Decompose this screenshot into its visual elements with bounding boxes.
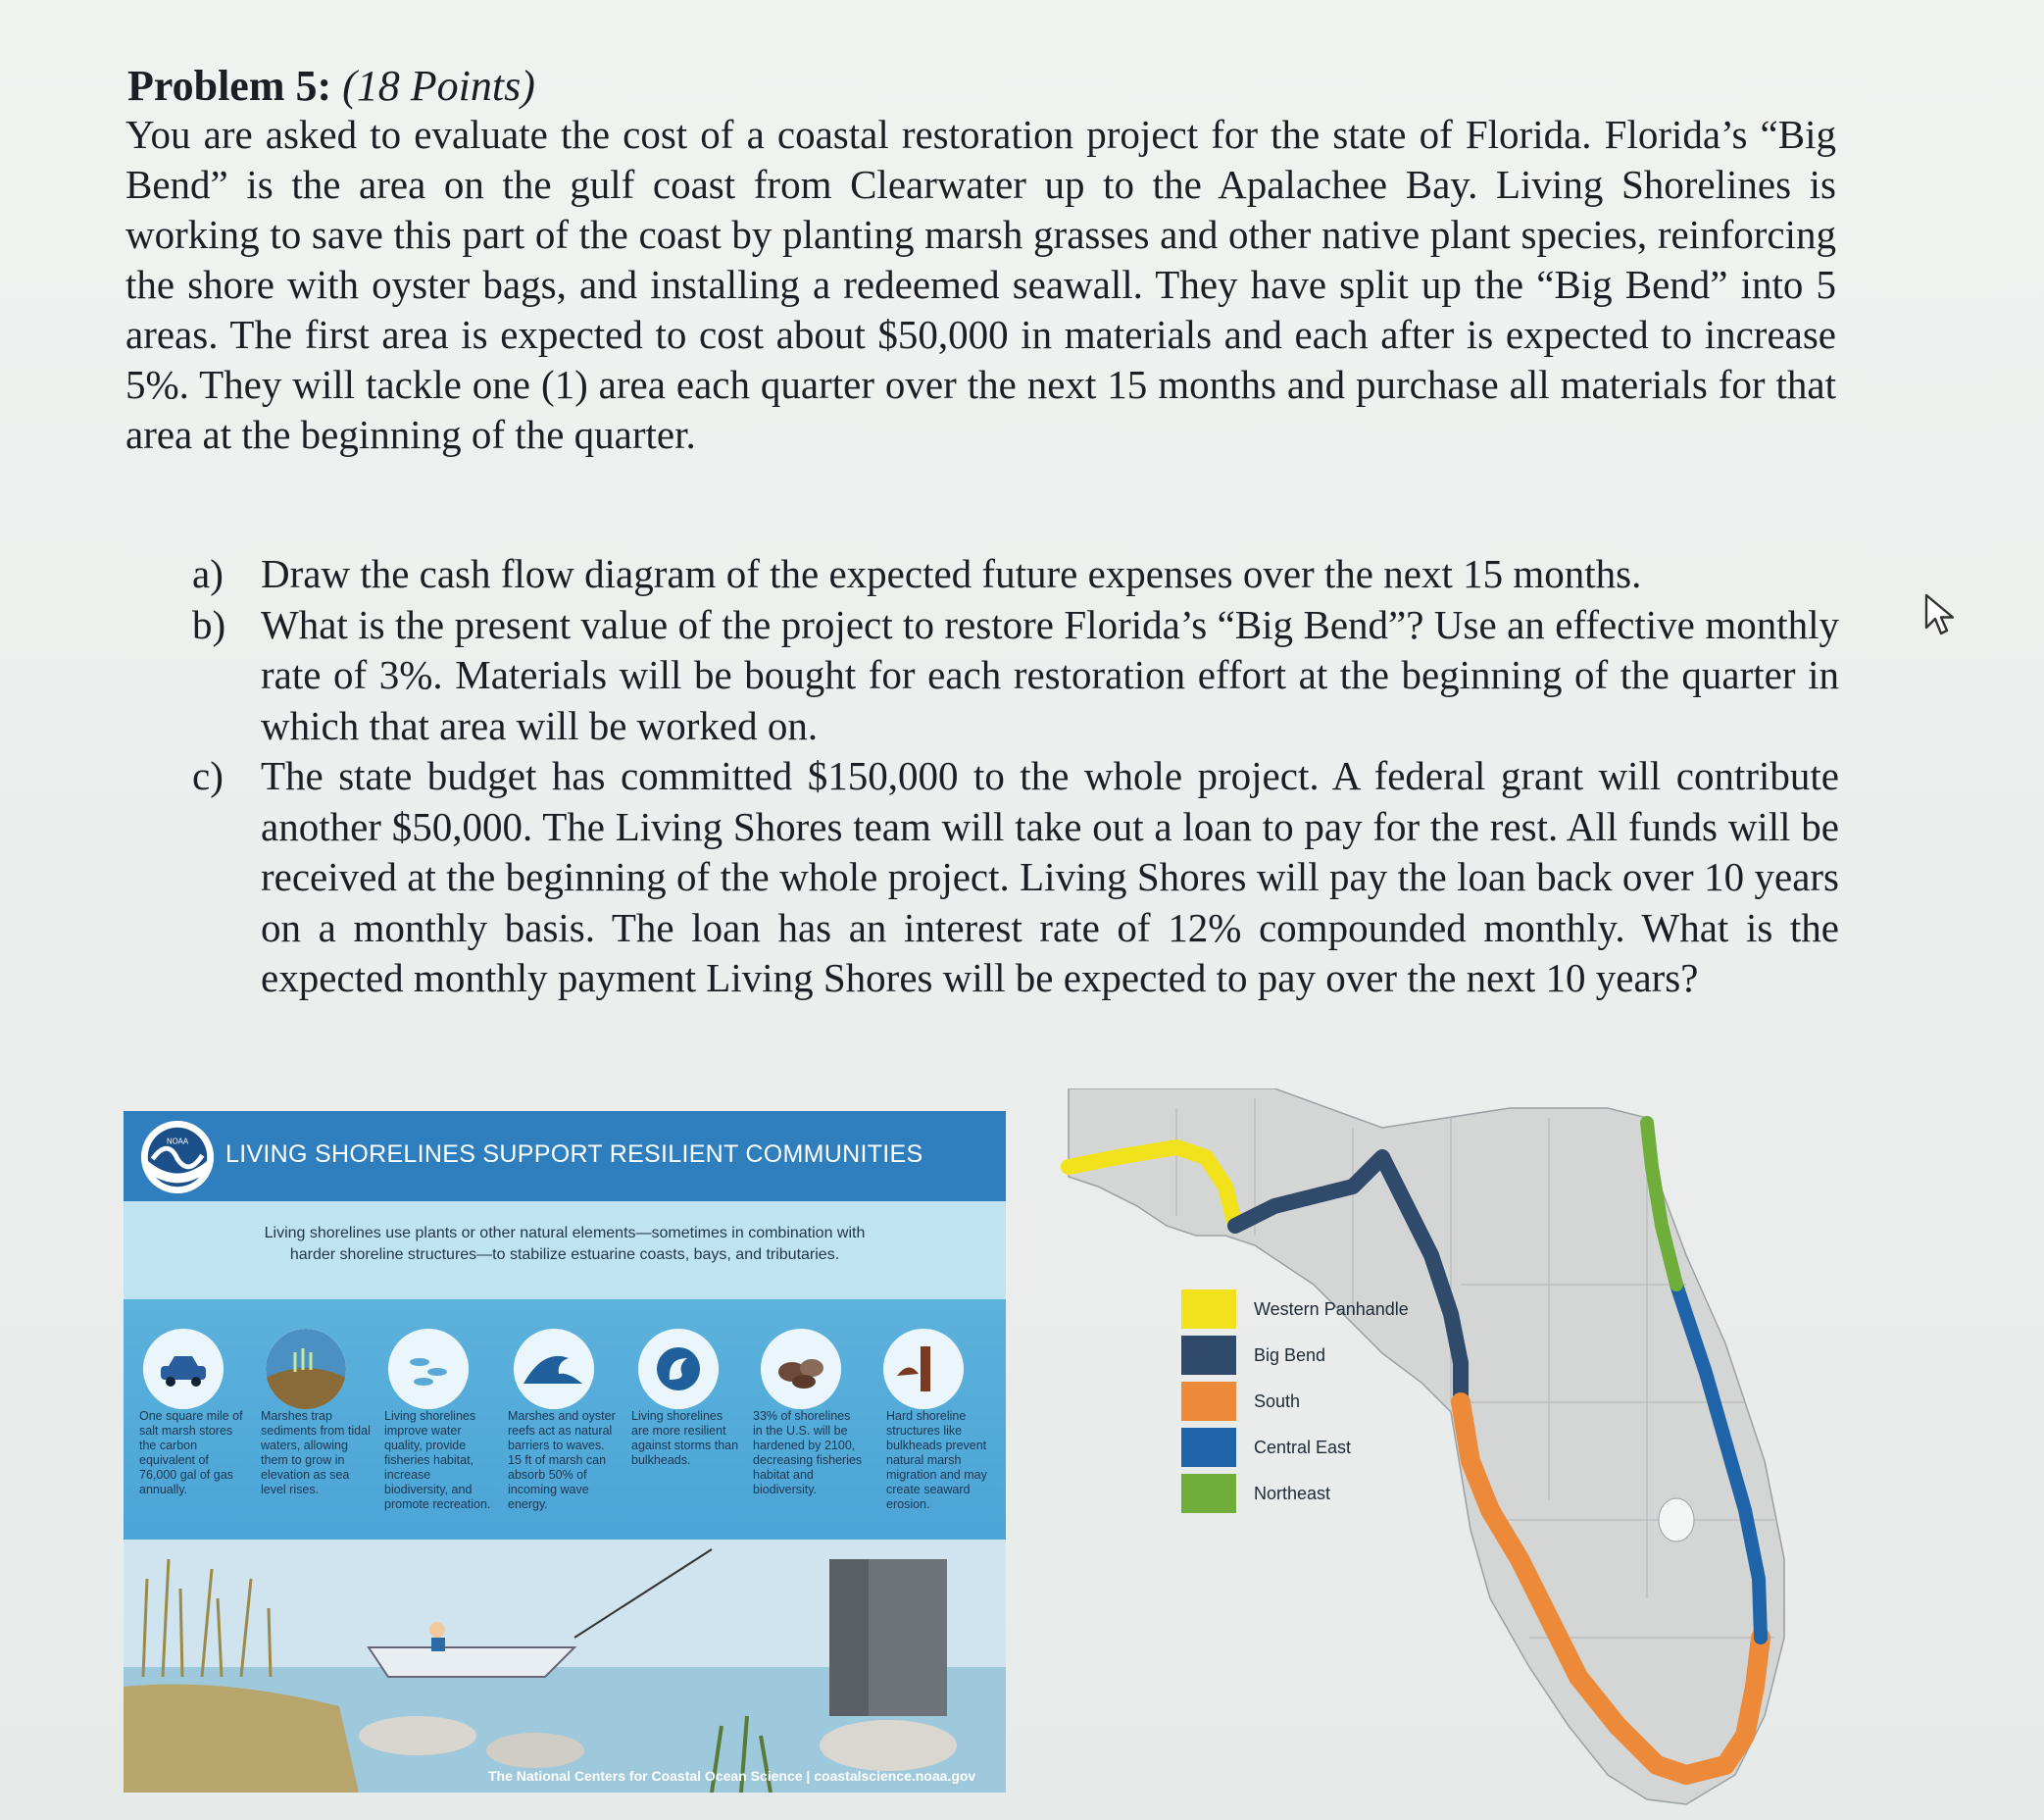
question-label: b) bbox=[192, 601, 226, 647]
problem-paragraph: You are asked to evaluate the cost of a coastal restoration project for the state of Florida. Florida’s “Big Bend” is the area on the gulf coast from Clearwater up to the Apalachee Bay. Living Shorelines is working to save this part of the coast by planting marsh grasses and other native plant species, reinforcing the shore with oyster bags, and installing a redeemed seawall. They have split up the “Big Bend” into 5 areas. The first area is expected to cost about $50,000 in materials and each after is expected to increase 5%. They will tackle one (1) area each quarter over the next 15 months and purchase all materials for that area at the beginning of the quarter. bbox=[125, 112, 1836, 457]
question-text: The state budget has committed $150,000 to the whole project. A federal grant will contribute another $50,000. The Living Shores team will take out a loan to pay for the rest. All funds will be received at the beginning of the whole project. Living Shores will pay the loan back over 10 years on a monthly basis. The loan has an interest rate of 12% compounded monthly. What is the expected monthly payment Living Shores will be expected to pay over the next 10 years? bbox=[261, 753, 1839, 1000]
legend-swatch bbox=[1181, 1474, 1236, 1513]
legend-item bbox=[1181, 1289, 1495, 1329]
question-b bbox=[192, 600, 1839, 752]
legend-item bbox=[1181, 1336, 1495, 1375]
poster-fact: One square mile of salt marsh stores the carbon equivalent of 76,000 gal of gas annually. bbox=[139, 1409, 243, 1496]
legend-item bbox=[1181, 1474, 1495, 1513]
poster-fact: Marshes and oyster reefs act as natural barriers to waves. 15 ft of marsh can absorb 50% of incoming wave energy. bbox=[508, 1409, 616, 1511]
legend-label: South bbox=[1254, 1391, 1301, 1411]
legend-label: Northeast bbox=[1254, 1484, 1331, 1503]
poster-subtitle bbox=[124, 1223, 1006, 1266]
legend-swatch bbox=[1181, 1382, 1236, 1421]
legend-label: Big Bend bbox=[1254, 1345, 1326, 1365]
problem-heading: Problem 5: bbox=[127, 62, 332, 110]
question-list bbox=[192, 549, 1839, 1004]
problem-title bbox=[127, 61, 535, 111]
legend-item bbox=[1181, 1382, 1495, 1421]
fish-icon bbox=[388, 1329, 469, 1409]
poster-body bbox=[124, 1299, 1006, 1793]
question-text: Draw the cash flow diagram of the expected future expenses over the next 15 months. bbox=[261, 551, 1642, 596]
poster-header bbox=[124, 1111, 1006, 1201]
poster-credit: The National Centers for Coastal Ocean Science | coastalscience.noaa.gov bbox=[488, 1768, 976, 1784]
poster-subtitle-line: harder shoreline structures—to stabilize estuarine coasts, bays, and tributaries. bbox=[289, 1246, 840, 1263]
storm-icon bbox=[638, 1329, 719, 1409]
question-text: What is the present value of the project to restore Florida’s “Big Bend”? Use an effective monthly rate of 3%. Materials will be bought for each restoration effort at the beginning of the quarter in which that area will be worked on. bbox=[261, 601, 1839, 748]
poster-fact: Hard shoreline structures like bulkheads prevent natural marsh migration and may create seaward erosion. bbox=[886, 1409, 987, 1511]
poster-subtitle-band bbox=[124, 1201, 1006, 1299]
poster-title: LIVING SHORELINES SUPPORT RESILIENT COMMUNITIES bbox=[225, 1140, 923, 1168]
car-icon bbox=[143, 1329, 224, 1409]
shoreline-illustration bbox=[124, 1540, 1006, 1793]
question-label: a) bbox=[192, 551, 224, 596]
seawall-icon bbox=[883, 1329, 964, 1409]
problem-points: (18 Points) bbox=[342, 62, 535, 110]
poster-fact: Living shorelines improve water quality, provide fisheries habitat, increase biodiversity, and promote recreation. bbox=[384, 1409, 491, 1511]
svg-text:NOAA: NOAA bbox=[166, 1137, 189, 1146]
wave-icon bbox=[514, 1329, 594, 1409]
question-c bbox=[192, 751, 1839, 1004]
question-label: c) bbox=[192, 753, 224, 798]
legend-swatch bbox=[1181, 1428, 1236, 1467]
poster-subtitle-line: Living shorelines use plants or other natural elements—sometimes in combination with bbox=[264, 1225, 866, 1241]
poster-fact: 33% of shorelines in the U.S. will be hardened by 2100, decreasing fisheries habitat and biodiversity. bbox=[753, 1409, 863, 1496]
marsh-sediment-icon bbox=[266, 1329, 346, 1409]
legend-swatch bbox=[1181, 1336, 1236, 1375]
noaa-logo-icon bbox=[139, 1119, 216, 1195]
living-shorelines-poster bbox=[124, 1111, 1006, 1793]
question-a bbox=[192, 549, 1839, 600]
poster-fact: Marshes trap sediments from tidal waters, allowing them to grow in elevation as sea level rises. bbox=[261, 1409, 371, 1496]
legend-label: Central East bbox=[1254, 1438, 1352, 1457]
mouse-pointer-icon bbox=[1923, 592, 1959, 639]
poster-fact: Living shorelines are more resilient against storms than bulkheads. bbox=[631, 1409, 739, 1467]
legend-label: Western Panhandle bbox=[1254, 1299, 1409, 1319]
rocks-icon bbox=[761, 1329, 841, 1409]
legend-swatch bbox=[1181, 1289, 1236, 1329]
legend-item bbox=[1181, 1428, 1495, 1467]
